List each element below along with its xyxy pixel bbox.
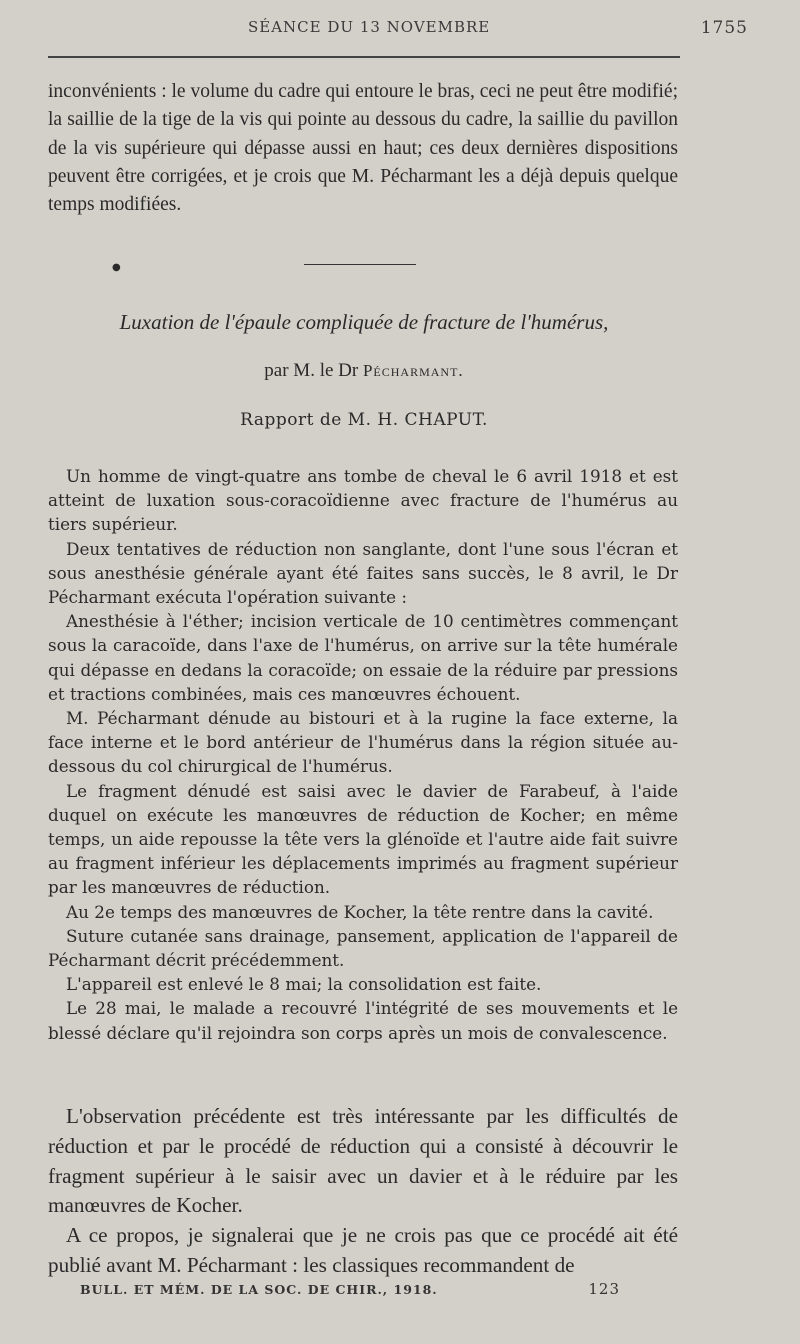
case-paragraph: L'appareil est enlevé le 8 mai; la consolidation est faite.: [66, 974, 542, 995]
section-separator: [304, 264, 416, 265]
reporter-line: Rapport de M. H. CHAPUT.: [240, 410, 488, 430]
author-prefix: par M. le Dr: [264, 360, 359, 381]
stray-dot: ●: [112, 262, 121, 273]
case-paragraph: Le 28 mai, le malade a recouvré l'intégrité de ses mouvements et le blessé déclare qu'il rejoindra son corps après un mois de convalescence.: [48, 998, 678, 1043]
page-number: 1755: [700, 18, 748, 38]
commentary-paragraph: L'observation précédente est très intéressante par les difficultés de réduction et par le procédé de réduction qui a consisté à découvrir le fragment supérieur à le saisir avec un davier et à le réduire par les manœuvres de Kocher.: [48, 1104, 678, 1218]
page-footer: [80, 1282, 620, 1297]
running-title: SÉANCE DU 13 NOVEMBRE: [248, 18, 491, 36]
case-paragraph: Anesthésie à l'éther; incision verticale de 10 centimètres commençant sous la caracoïde, dans l'axe de l'humérus, on arrive sur la tête humérale qui dépasse en dedans la coracoïde; on essaie de la réduire par pressions et tractions combinées, mais ces manœuvres échouent.: [48, 611, 678, 704]
case-paragraph: Au 2e temps des manœuvres de Kocher, la tête rentre dans la cavité.: [66, 901, 654, 922]
commentary-paragraph: A ce propos, je signalerai que je ne crois pas que ce procédé ait été publié avant M. Pécharmant : les classiques recommandent de: [48, 1223, 678, 1277]
header-rule: [48, 56, 680, 58]
case-report: [48, 464, 678, 1045]
signature-number: 123: [588, 1280, 620, 1298]
article-author: [48, 360, 680, 382]
case-paragraph: Un homme de vingt-quatre ans tombe de cheval le 6 avril 1918 et est atteint de luxation sous-coracoïdienne avec fracture de l'humérus au tiers supérieur.: [48, 466, 678, 535]
case-paragraph: Le fragment dénudé est saisi avec le davier de Farabeuf, à l'aide duquel on exécute les manœuvres de réduction de Kocher; en même temps, un aide repousse la tête vers la glénoïde et l'autre aide fait suivre au fragment inférieur les déplacements imprimés au fragment supérieur par les manœuvres de réduction.: [48, 780, 678, 898]
intro-text: [48, 78, 678, 219]
intro-paragraph: inconvénients : le volume du cadre qui entoure le bras, ceci ne peut être modifié; la saillie de la tige de la vis qui pointe au dessous du cadre, la saillie du pavillon de la vis supérieure qui dépasse aussi en haut; ces deux dernières dispositions peuvent être corrigées, et je crois que M. Pécharmant les a déjà depuis quelque temps modifiées.: [48, 81, 678, 216]
author-name: Pécharmant.: [362, 361, 464, 380]
case-paragraph: M. Pécharmant dénude au bistouri et à la rugine la face externe, la face interne et le bord antérieur de l'humérus dans la région située au-dessous du col chirurgical de l'humérus.: [48, 708, 678, 777]
commentary: [48, 1102, 678, 1281]
journal-citation: BULL. ET MÉM. DE LA SOC. DE CHIR., 1918.: [80, 1282, 438, 1297]
case-paragraph: Suture cutanée sans drainage, pansement, application de l'appareil de Pécharmant décrit précédemment.: [48, 925, 678, 971]
article-title: Luxation de l'épaule compliquée de fracture de l'humérus,: [119, 310, 609, 334]
case-paragraph: Deux tentatives de réduction non sanglante, dont l'une sous l'écran et sous anesthésie générale ayant été faites sans succès, le 8 avril, le Dr Pécharmant exécuta l'opération suivante :: [48, 538, 678, 608]
